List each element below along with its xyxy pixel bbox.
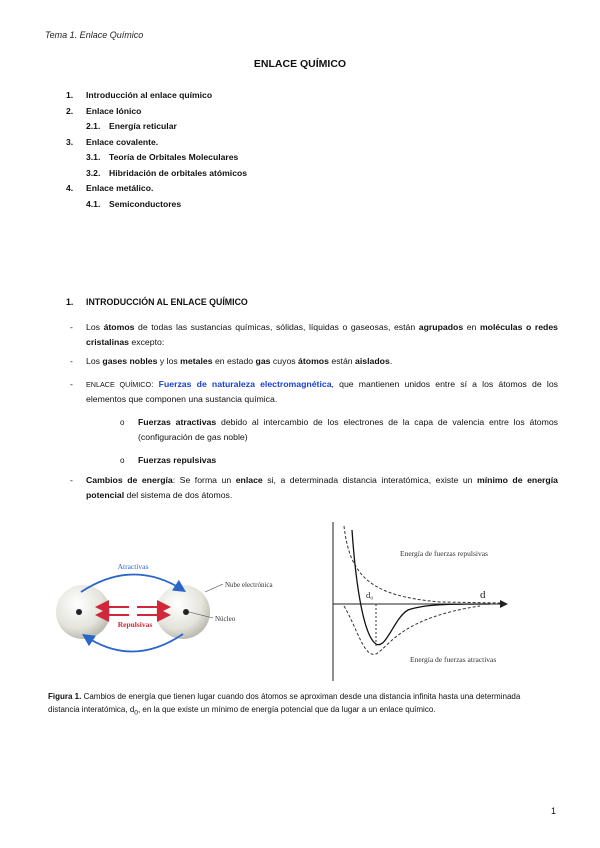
repulsivas-label: Repulsivas <box>117 620 153 629</box>
dash-bullet: - <box>70 475 73 485</box>
sub-bullet-paragraph: o Fuerzas repulsivas <box>138 453 558 468</box>
toc-item: 3. Enlace covalente. <box>66 136 159 147</box>
nucleus-right <box>183 609 189 615</box>
bullet-paragraph: - Los gases nobles y los metales en estado gas cuyos átomos están aislados. <box>86 354 558 369</box>
sub-bullet-paragraph: o Fuerzas atractivas debido al intercambio de los electrones de la capa de valencia entre los átomos (configuración de gas noble) <box>120 417 559 442</box>
bullet-paragraph: - Los átomos de todas las sustancias químicas, sólidas, líquidas o gaseosas, están agrupados en moléculas o redes cristalinas excepto: <box>70 322 559 347</box>
bullet-paragraph: - Cambios de energía: Se forma un enlace si, a determinada distancia interatómica, existe un mínimo de energía potencial del sistema de dos átomos. <box>70 475 558 500</box>
attractive-energy-curve <box>344 606 480 654</box>
nucleus-left <box>76 609 82 615</box>
dash-bullet: - <box>70 379 73 389</box>
atoms-interaction-figure <box>55 560 275 660</box>
toc-subitem: 4.1. Semiconductores <box>86 198 182 209</box>
attractive-arrow-bottom <box>85 634 183 652</box>
total-energy-curve <box>352 530 490 645</box>
dash-bullet: - <box>70 322 73 332</box>
section-heading: 1. INTRODUCCIÓN AL ENLACE QUÍMICO <box>66 297 248 307</box>
toc-subitem: 3.2. Hibridación de orbitales atómicos <box>86 167 248 178</box>
page-number: 1 <box>551 806 557 816</box>
table-of-contents <box>66 88 247 212</box>
bullet-paragraph: - ENLACE QUÍMICO: Fuerzas de naturaleza electromagnética, que mantienen unidos entre sí a los átomos de los elementos que componen una sustancia química. <box>70 379 558 404</box>
repulsive-curve-label: Energía de fuerzas repulsivas <box>400 549 488 558</box>
atractivas-label: Atractivas <box>117 562 149 571</box>
toc-item: 4. Enlace metálico. <box>66 183 154 193</box>
d0-label: d₀ <box>366 590 374 600</box>
figure-caption: Figura 1. Cambios de energía que tienen lugar cuando dos átomos se aproximan desde una distancia infinita hasta una determinada distancia interatómica, $d_0$, en la que existe un mínimo de energía potencial que da lugar a un enlace químico. <box>48 692 521 717</box>
circle-bullet: o <box>120 418 125 427</box>
page-title: ENLACE QUÍMICO <box>253 58 347 70</box>
d-axis-label: d <box>480 589 486 601</box>
toc-subitem: 2.1. Energía reticular <box>86 121 177 131</box>
leader-line <box>205 584 223 592</box>
circle-bullet: o <box>120 456 125 465</box>
atom-left <box>56 585 110 639</box>
toc-item: 1. Introducción al enlace químico <box>66 90 213 100</box>
nucleo-label: Núcleo <box>215 615 236 623</box>
energy-curve-figure <box>330 518 560 683</box>
nube-label: Nube electrónica <box>225 581 273 589</box>
toc-item: 2. Enlace Iónico <box>66 105 142 116</box>
page-header: Tema 1. Enlace Químico <box>45 30 144 40</box>
toc-subitem: 3.1. Teoría de Orbitales Moleculares <box>86 152 239 162</box>
dash-bullet: - <box>70 356 73 366</box>
attractive-curve-label: Energía de fuerzas atractivas <box>410 655 497 664</box>
